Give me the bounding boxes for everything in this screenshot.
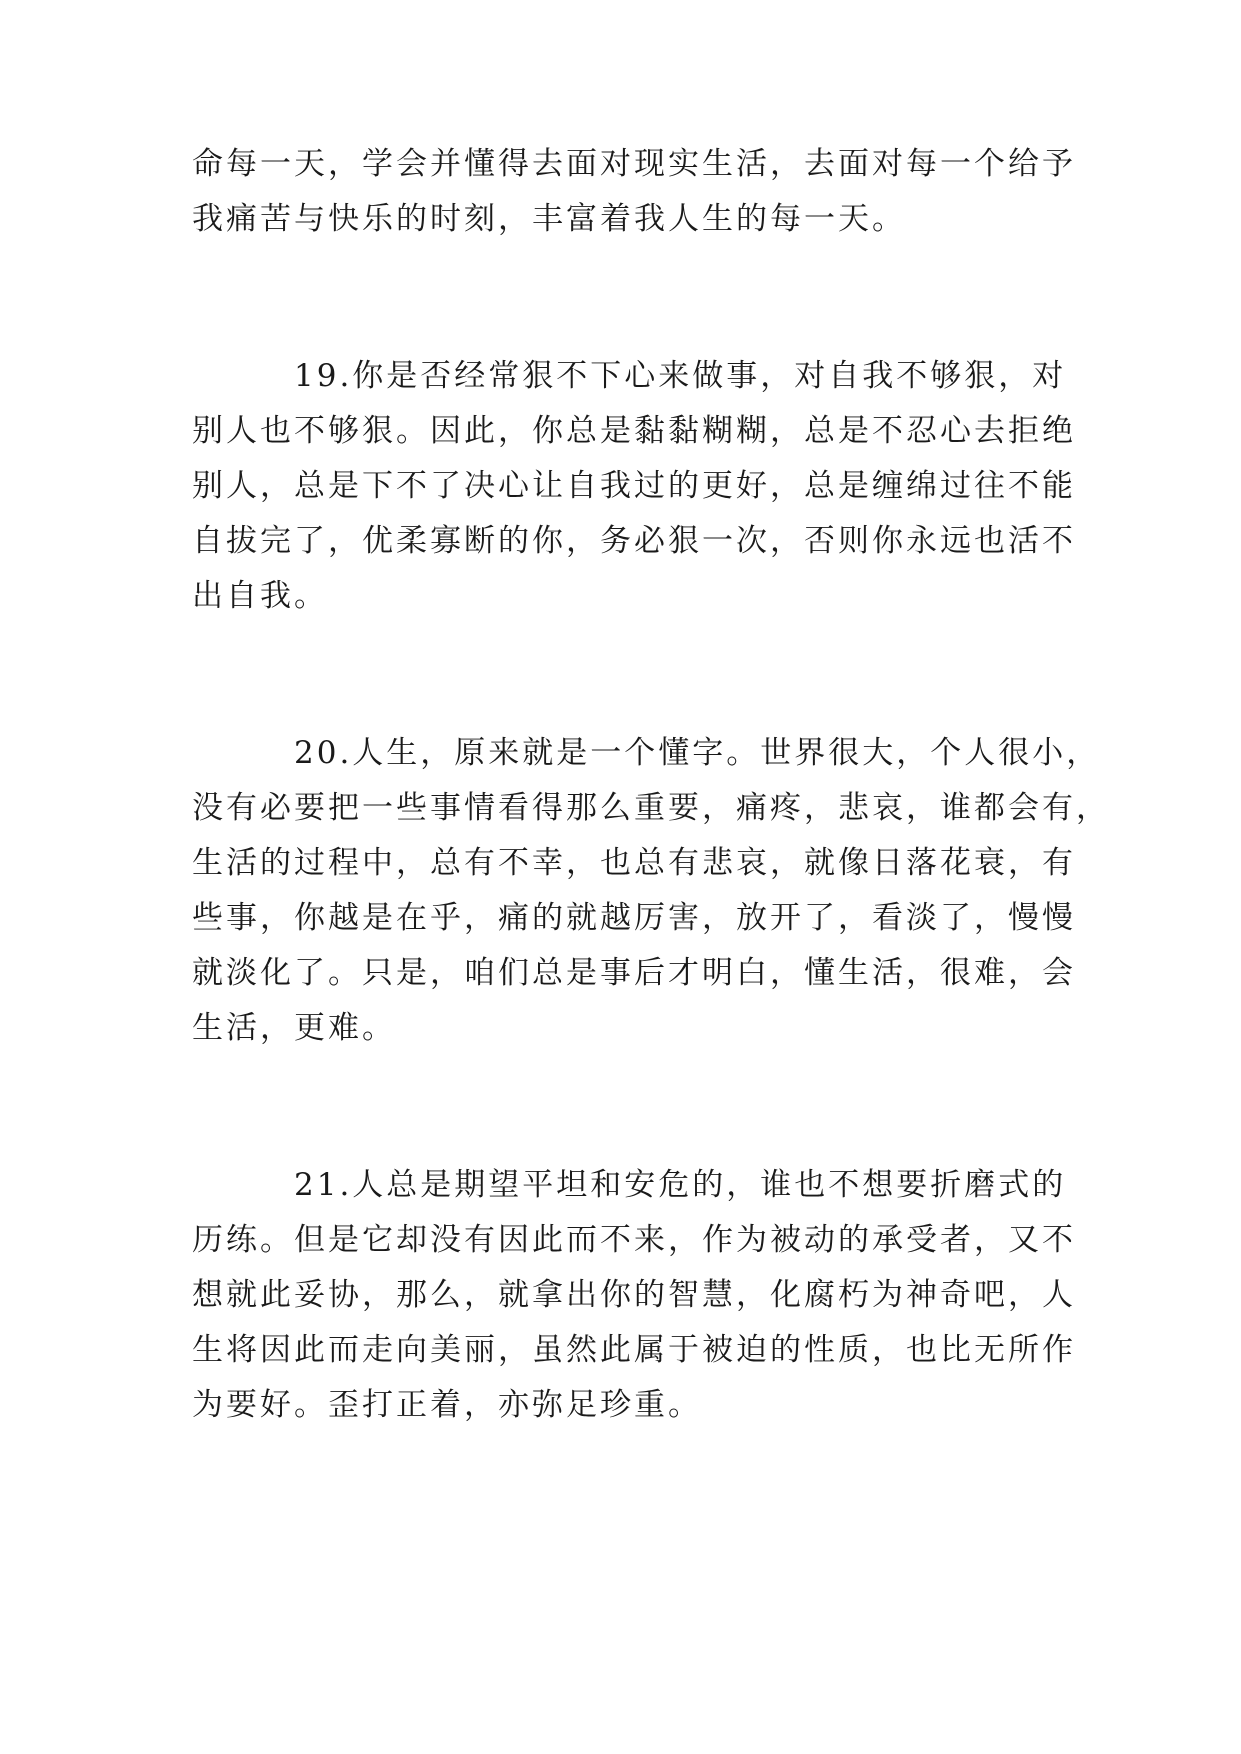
paragraph-line: 别人，总是下不了决心让自我过的更好，总是缠绵过往不能 (192, 468, 1076, 504)
paragraph-line: 历练。但是它却没有因此而不来，作为被动的承受者，又不 (192, 1222, 1076, 1258)
paragraph-line: 想就此妥协，那么，就拿出你的智慧，化腐朽为神奇吧，人 (192, 1277, 1076, 1313)
paragraph-line: 生活的过程中，总有不幸，也总有悲哀，就像日落花衰，有 (192, 845, 1076, 881)
paragraph-line: 就淡化了。只是，咱们总是事后才明白，懂生活，很难，会 (192, 955, 1076, 991)
paragraph-line: 21.人总是期望平坦和安危的，谁也不想要折磨式的 (294, 1167, 1067, 1203)
paragraph-line: 命每一天，学会并懂得去面对现实生活，去面对每一个给予 (192, 146, 1076, 182)
paragraph-line: 出自我。 (192, 578, 328, 614)
paragraph-line: 别人也不够狠。因此，你总是黏黏糊糊，总是不忍心去拒绝 (192, 413, 1076, 449)
paragraph-line: 19.你是否经常狠不下心来做事，对自我不够狠，对 (294, 358, 1067, 394)
paragraph-line: 生活，更难。 (192, 1010, 396, 1046)
paragraph-line: 没有必要把一些事情看得那么重要，痛疼，悲哀，谁都会有， (192, 790, 1110, 826)
paragraph-line: 生将因此而走向美丽，虽然此属于被迫的性质，也比无所作 (192, 1332, 1076, 1368)
paragraph-line: 自拔完了，优柔寡断的你，务必狠一次，否则你永远也活不 (192, 523, 1076, 559)
paragraph-line: 20.人生，原来就是一个懂字。世界很大，个人很小， (294, 735, 1101, 771)
paragraph-line: 为要好。歪打正着，亦弥足珍重。 (192, 1387, 702, 1423)
paragraph-line: 我痛苦与快乐的时刻，丰富着我人生的每一天。 (192, 201, 906, 237)
paragraph-line: 些事，你越是在乎，痛的就越厉害，放开了，看淡了，慢慢 (192, 900, 1076, 936)
